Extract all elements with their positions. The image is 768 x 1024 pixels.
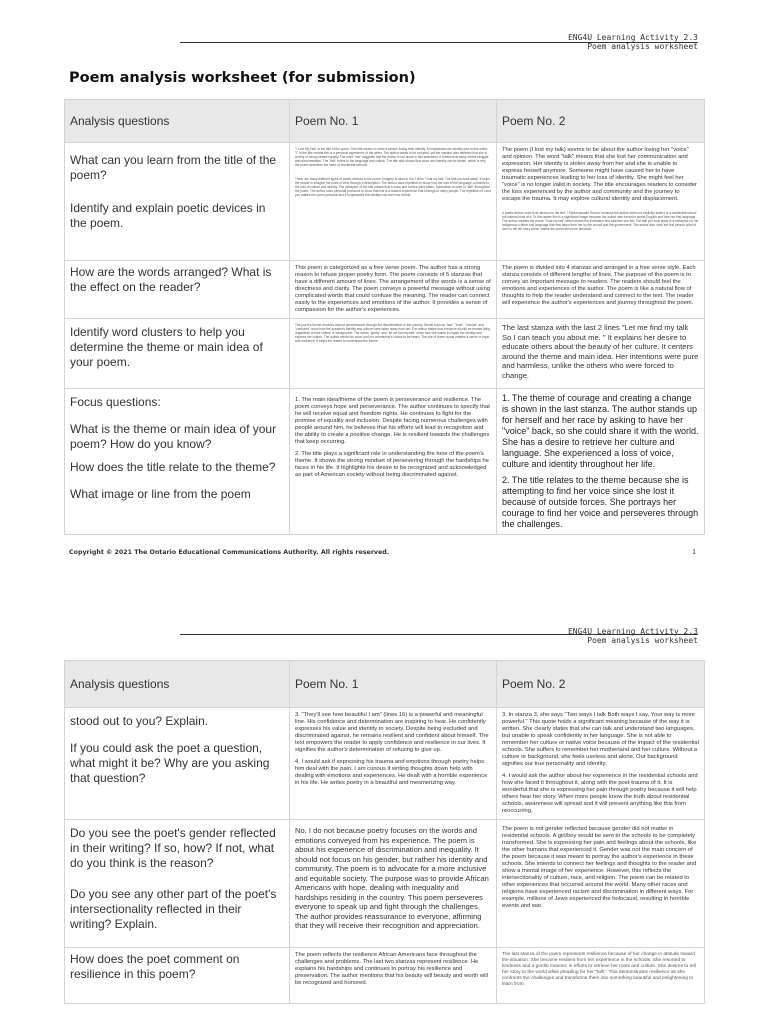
header-poem-2: Poem No. 2 <box>497 100 705 143</box>
question-text: If you could ask the poet a question, what might it be? Why are you asking that question? <box>70 741 270 785</box>
question-text: How does the poet comment on resilience in this poem? <box>70 952 240 981</box>
answer-text: 4. I would ask if expressing his trauma and emotions through poetry helps him deal with the pain. I am curious if writing thoughts down help with dealing with emotions and experiences. He dealt with a horrible experience in his life. He writes poetry in a beautiful and mesmerizing way. <box>295 759 488 786</box>
answer-text: The poem reflects the resilience African Americans face throughout the challenges and problems. The last two stanzas represent resilience. He explains his hardships and continues to portray his resilience and preservation. The author mentions that his beauty will beauty and worth will be recognized and honored. <box>295 952 488 986</box>
question-text: What image or line from the poem <box>70 487 251 501</box>
question-text: Do you see the poet's gender reflected in their writing? If so, how? If not, what do you think is the reason? <box>70 826 276 870</box>
question-cell <box>65 820 290 948</box>
answer-text: 3. "They'll see how beautiful I am" (lines 16) is a powerful and meaningful line. His confidence and determination are inspiring to hear. He confidently expresses his value and identity to society. Despite being excluded and discriminated against, he remains resilient and confident about himself. The text empowers the reader to apply confidence and resilience in our lives. It signifies the author's determination of refusing to give up. <box>295 712 489 753</box>
poem1-answer-cell <box>290 143 497 261</box>
poem2-answer-cell <box>497 389 705 535</box>
question-text: How does the title relate to the theme? <box>70 460 276 474</box>
poem1-answer-cell <box>290 389 497 535</box>
answer-text: No, I do not because poetry focuses on the words and emotions conveyed from his experience. The poem is about his experience of discrimination and inequality. It should not focus on his gender, but rather his identity and community. The poem is to advocate for a more inclusive and equitable society. The purpose was to provide African Americans with hope, dealing with inequality and hardships residing in the country. This poem perseveres everyone to speak up and fight through the challenges. The author provides reassurance to everyone, affirming that they will receive their recognition and appreciation. <box>295 826 489 930</box>
header-poem-2: Poem No. 2 <box>497 661 705 708</box>
worksheet-table-1 <box>64 99 705 535</box>
table-header-row <box>65 661 705 708</box>
answer-text: The poem is divided into 4 stanzas and arranged in a free verse style. Each stanza consists of different lengths of lines. The purpose of the poem is to convey an important message to readers. The readers should feel the emotions and experiences of the author. The poem is like a natural flow of thoughts to help the reader understand and connect to the text. The reader will experience the author's experiences and journey throughout the poem. <box>502 265 696 306</box>
table-row <box>65 261 705 319</box>
course-label: ENG4U Learning Activity 2.3 <box>567 627 698 636</box>
table-header-row <box>65 100 705 143</box>
question-cell <box>65 319 290 389</box>
answer-text: The poem (I lost my talk) seems to be about the author losing her "voice" and opinion. The word "talk" means that she lost her communication and expression. Her identity is stolen away from her and she is unable to express herself anymore. Someone might have caused her to have traumatic experiences leading to her loss of identity. She might feel her "voice" is no longer valid in society. The title encourages readers to consider the loss experienced by the author and community and the journey to escape the trauma. It may explore cultural identity and displacement. <box>502 147 697 202</box>
table-row <box>65 389 705 535</box>
poem1-answer-cell <box>290 261 497 319</box>
question-text: Identify and explain poetic devices in the poem. <box>70 201 266 230</box>
question-cell <box>65 389 290 535</box>
table-row <box>65 708 705 820</box>
header-analysis-questions: Analysis questions <box>65 661 290 708</box>
page-number: 1 <box>692 549 696 556</box>
table-row <box>65 319 705 389</box>
course-label: ENG4U Learning Activity 2.3 <box>567 33 698 42</box>
worksheet-label: Poem analysis worksheet <box>587 636 698 645</box>
page-header <box>568 33 698 51</box>
answer-text: 1. The main idea/theme of the poem is perseverance and resilience. The poem conveys hope and perseverance. The author continues to specify that he will receive equal and freedom rights. He continues to fight for the promise of equality and inclusion. Despite facing numerous challenges with people around him, he believes that his efforts will lead to recognition and the ability to create a positive change. He is resilient towards the challenges that keep occurring. <box>295 397 490 445</box>
answer-text: 1. The theme of courage and creating a change is shown in the last stanza. The author stands up for herself and her race by asking to have her "voice" back, so she could share it with the world. She has a desire to retrieve her culture and language. She experienced a loss of voice, culture and identity throughout her life. <box>502 393 699 469</box>
answer-text: "I Lost My Talk" is the title of the poem. This title means to show a person losing their identity. It emphasizes the identity loss in this world. "I" in the title means this is a personal experience of the writer. The author wants to be included, yet the narrator also believes that she is worthy of being treated equally. The word "lost" suggests that the author is not alone in this statement. It means that many others struggle with discrimination. The "talk" refers to the language and culture. The title also shows that voice and identity can be stolen, which is why the poem describes the harm of residential schools. <box>295 147 489 167</box>
poem1-answer-cell <box>290 948 497 1004</box>
poem1-answer-cell <box>290 820 497 948</box>
copyright-footer: Copyright © 2021 The Ontario Educational Communications Authority. All rights reserved. <box>69 549 390 556</box>
table-row <box>65 948 705 1004</box>
question-cell <box>65 948 290 1004</box>
header-poem-1: Poem No. 1 <box>290 661 497 708</box>
answer-text: The poem is not gender reflected because gender did not matter in residential schools. A girl/boy would be sent to the schools to be completely transformed. She is expressing her pain and feelings about the schools, like the other humans that experienced it. Gender was not the main concern of the poem because it was meant to portray the author's experience in these schools. She intends to connect her feelings and thoughts to the reader and show a mental image of her experience. However, this reflects the intersectionality of culture, race, and religion. The poem can be related to other experiences that occurred around the world. Many other races and religions have experienced racism and discrimination in different ways. For example, millions of Jews experienced the holocaust, resulting in horrible events and war. <box>502 826 697 909</box>
question-cell <box>65 143 290 261</box>
answer-text: There are many different types of poetic devices in the poem. Imagery is used in the 2 lines "I lost my talk. The talk you took away" It helps the reader to imagine the point of view through a description. The author uses repetition to show how the loss of the language connects to the loss of culture and identity. The metaphor of the talk means that a voice and culture were taken. Symbolism is used in "talk" throughout the poem. The author uses personal pronouns to show that this is a shared experience that belongs to many people. The repetition of I and you makes the poem personal and it emphasizes the identity loss and how it feels. <box>295 177 491 197</box>
question-text: What can you learn from the title of the poem? <box>70 153 277 182</box>
question-text: stood out to you? Explain. <box>70 714 209 728</box>
table-row <box>65 820 705 948</box>
page-title: Poem analysis worksheet (for submission) <box>69 70 416 86</box>
answer-text: This poem is categorized as a free verse poem. The author has a strong reason to refuse proper poetry form. The poem consists of 5 stanzas that have a different amount of lines. The arrangement of the words is a sense of directness and clarity. The poem conveys a powerful message without using complicated words that could confuse the meaning. The reader can connect easily to the experiences and emotions of the author. It provides a sense of compassion for the author's experiences. <box>295 265 491 313</box>
answer-text: The last stanza of the poem represents resilience because of her change in attitude toward the situation. She became resilient from her experience in the schools. She resorted to kindness and a gentle manner, in efforts to retrieve her roots and culture. She desires to tell her story to the world while pleading for her "talk". This demonstrates resilience as she confronts the challenges and transforms them into something beautiful and enlightening to learn from. <box>502 952 696 987</box>
poem2-answer-cell <box>497 708 705 820</box>
question-text: How are the words arranged? What is the effect on the reader? <box>70 265 272 294</box>
answer-text: 2. The title relates to the theme because she is attempting to find her voice since she lost it because of outside forces. She portrays her courage to find her voice and perseveres through the challenges. <box>502 475 699 529</box>
question-text: Do you see any other part of the poet's intersectionality reflected in their writing? Explain. <box>70 887 277 931</box>
poem2-answer-cell <box>497 143 705 261</box>
answer-text: 4. I would ask the author about her experience in the residential schools and how she faced it throughout it, along with the post-trauma of it. It is wonderful that she is expressing her pain through poetry because it will help others hear her story. When more people know the truth about residential schools, awareness will spread and it will prevent anything like this from reoccurring. <box>502 773 698 814</box>
question-cell <box>65 708 290 820</box>
poem1-answer-cell <box>290 319 497 389</box>
header-poem-1: Poem No. 1 <box>290 100 497 143</box>
poem1-answer-cell <box>290 708 497 820</box>
page-2 <box>0 610 768 1024</box>
worksheet-label: Poem analysis worksheet <box>587 42 698 51</box>
poem2-answer-cell <box>497 948 705 1004</box>
question-text: Identify word clusters to help you determine the theme or main idea of your poem. <box>70 325 263 369</box>
answer-text: The last stanza with the last 2 lines "Let me find my talk So I can teach you about me. " It explains her desire to educate others about the beauty of her culture. It centers around the theme and main idea. Her intentions were pure and harmless, unlike the others who were forced to change. <box>502 323 699 380</box>
question-text: Focus questions: <box>70 395 161 409</box>
page-header <box>568 627 698 645</box>
answer-text: 2. The title plays a significant role in understanding the tone of the poem's theme. It shows the strong mindset of persevering through the hardships he faces in his life. It highlights his desire to be recognized and acknowledged as part of American society without being discriminated against. <box>295 451 489 478</box>
answer-text: 3. In stanza 3, she says "Two ways I talk Both ways I say, Your way is more powerful." This quote holds a significant meaning because of the way it is written. She clearly states that she can talk and understand two languages, but unable to speak confidently in her language. She is not able to remember her culture or native voice because of the impact of the residential schools. She suffers to remember her motherland and her culture. Without a culture or background, she feels useless and alone. Our background signifies our true personality and identity. <box>502 712 699 767</box>
poem2-answer-cell <box>497 820 705 948</box>
table-row <box>65 143 705 261</box>
header-analysis-questions: Analysis questions <box>65 100 290 143</box>
answer-text: The poem's theme revolves around perseverance through the discrimination in the country. Words such as "lost", "took", "choose" and "confused" show how the speaker's identity and culture were taken away from her. The author states that everyone should be treated fairly, regardless of their culture or background. The words "gently" and "let me find my talk" show how she wants to regain her identity and express her culture. The author wants her voice and her community's voices to be heard. The use of these words creates a sense of hope and resilience. It helps the reader to understand the theme. <box>295 323 491 343</box>
question-cell <box>65 261 290 319</box>
answer-text: A poetic device used is an allusion in the line, I Shubenacadie School, because the author does not explicitly state it is a residential school but instead hints at it. To the reader this is a significant image because the author was forced to speak English and lose her first language. The author repeats the words "I lost my talk" which shows the frustration and sadness she felt. The talk you took away is a metaphor for her Indigenous culture and language that was taken from her by the school and the government. The author also uses the first person point of view to tell her story which makes the poem feel more personal. <box>502 211 699 231</box>
question-text: What is the theme or main idea of your poem? How do you know? <box>70 422 277 451</box>
poem2-answer-cell <box>497 319 705 389</box>
poem2-answer-cell <box>497 261 705 319</box>
worksheet-table-2 <box>64 660 705 1004</box>
